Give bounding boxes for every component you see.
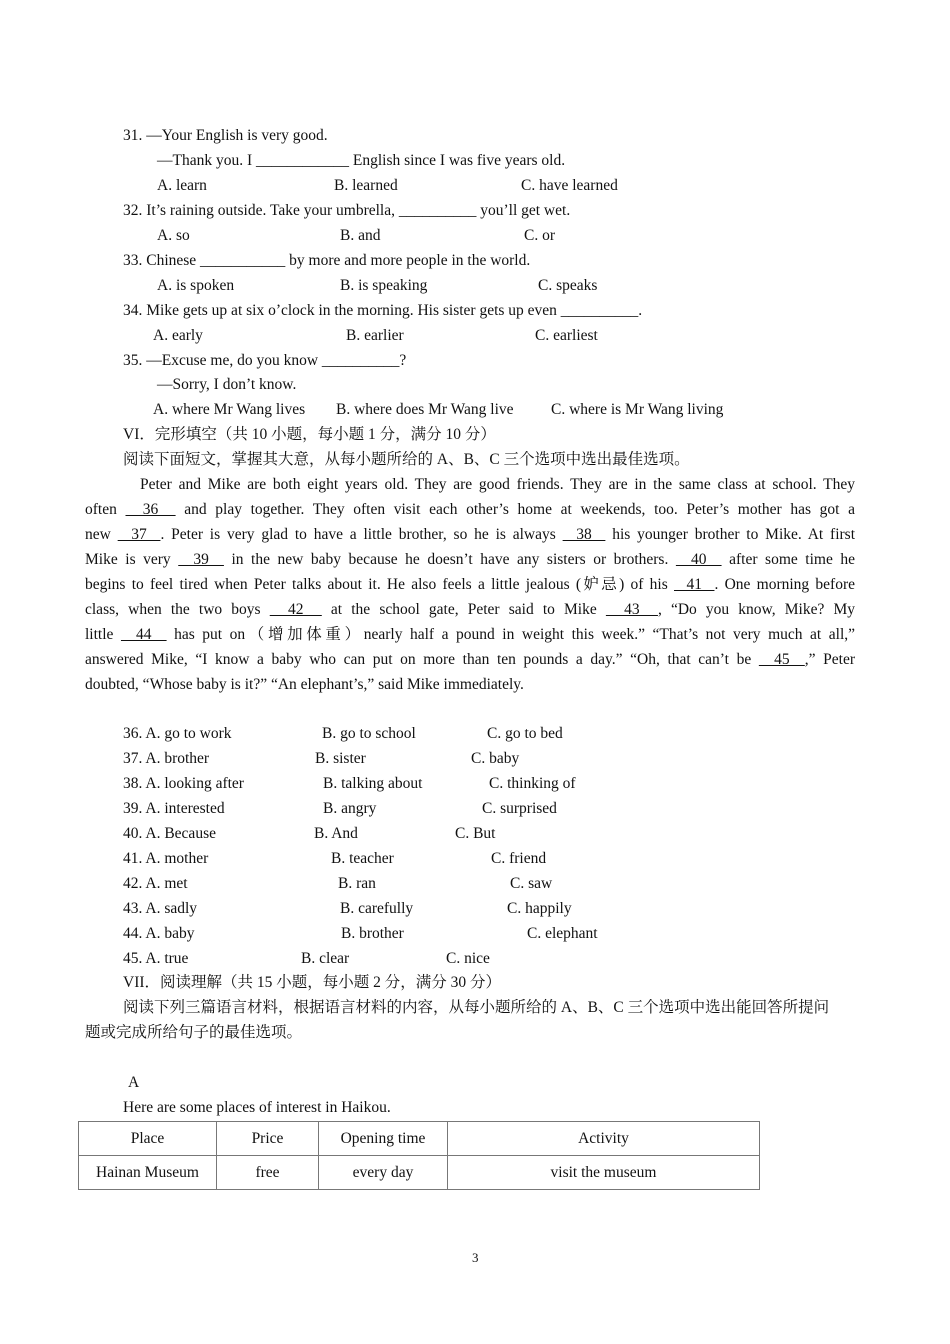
question-33-stem: 33. Chinese ___________ by more and more people in the world. (123, 252, 531, 269)
section-7-instruction: 阅读下列三篇语言材料，根据语言材料的内容，从每小题所给的 A、B、C 三个选项中选出能回答所提问 (123, 999, 830, 1016)
places-table (78, 1121, 760, 1190)
option-b: B. learned (334, 177, 398, 194)
passage-line (85, 500, 855, 520)
section-6-heading: VI．完形填空（共 10 小题，每小题 1 分，满分 10 分） (123, 426, 496, 443)
option-a: A. where Mr Wang lives (153, 401, 306, 418)
cloze-45-c: C. nice (446, 950, 490, 967)
option-c: C. earliest (535, 327, 598, 344)
cloze-40-c: C. But (455, 825, 496, 842)
text: in the new baby because he doesn’t have any sisters or brothers. (223, 551, 676, 568)
text: class, when the two boys (85, 601, 270, 618)
text: little (85, 626, 121, 643)
text: begins to feel tired when Peter talks about it. He also feels a little jealous (妒忌) of his (85, 576, 674, 593)
table-row (79, 1156, 760, 1190)
cloze-37-b: B. sister (315, 750, 366, 767)
question-32-stem: 32. It’s raining outside. Take your umbrella, __________ you’ll get wet. (123, 202, 571, 219)
question-34-stem: 34. Mike gets up at six o’clock in the morning. His sister gets up even __________. (123, 302, 643, 319)
text: . One morning before (714, 576, 855, 593)
passage-line (85, 575, 855, 595)
option-b: B. is speaking (340, 277, 428, 294)
header-price: Price (217, 1122, 319, 1156)
cloze-38-c: C. thinking of (489, 775, 576, 792)
cloze-43-c: C. happily (507, 900, 572, 917)
option-a: A. is spoken (157, 277, 235, 294)
table-header-row (79, 1122, 760, 1156)
option-b: B. earlier (346, 327, 404, 344)
cloze-40-a: 40. A. Because (123, 825, 216, 842)
blank-42: 42 (269, 601, 322, 618)
header-activity: Activity (448, 1122, 760, 1156)
cloze-44-a: 44. A. baby (123, 925, 195, 942)
cloze-39-b: B. angry (323, 800, 377, 817)
option-b: B. where does Mr Wang live (336, 401, 514, 418)
option-c: C. speaks (538, 277, 598, 294)
cloze-45-b: B. clear (301, 950, 350, 967)
text: has put on（增加体重）nearly half a pound in weight this week.” “That’s not very much at all,” (166, 626, 856, 643)
blank-43: 43 (605, 601, 658, 618)
cell-place: Hainan Museum (79, 1156, 217, 1190)
passage-line (140, 475, 855, 495)
option-c: C. where is Mr Wang living (551, 401, 724, 418)
text: his younger brother to Mike. At first (605, 526, 856, 543)
cloze-42-a: 42. A. met (123, 875, 188, 892)
cloze-36-b: B. go to school (322, 725, 416, 742)
option-a: A. early (153, 327, 203, 344)
text: often (85, 501, 126, 518)
cloze-37-a: 37. A. brother (123, 750, 210, 767)
cloze-39-c: C. surprised (482, 800, 557, 817)
blank-37: 37 (117, 526, 161, 543)
section-7-instruction-cont: 题或完成所给句子的最佳选项。 (85, 1024, 303, 1041)
passage-line (85, 625, 855, 645)
text: . Peter is very glad to have a little brother, so he is always (160, 526, 563, 543)
cloze-36-c: C. go to bed (487, 725, 563, 742)
part-a-label: A (128, 1074, 140, 1091)
cloze-44-b: B. brother (341, 925, 404, 942)
blank-38: 38 (562, 526, 606, 543)
cloze-37-c: C. baby (471, 750, 520, 767)
text: Peter and Mike are both eight years old. They are good friends. They are in the same class at school. They (140, 476, 855, 493)
passage-line (85, 650, 855, 670)
blank-40: 40 (675, 551, 722, 568)
cell-activity: visit the museum (448, 1156, 760, 1190)
cloze-45-a: 45. A. true (123, 950, 189, 967)
text: answered Mike, “I know a baby who can put on more than ten pounds a day.” “Oh, that can’t be (85, 651, 759, 668)
question-35-line2: —Sorry, I don’t know. (157, 376, 297, 393)
text: doubted, “Whose baby is it?” “An elephant’s,” said Mike immediately. (85, 676, 524, 693)
blank-45: 45 (758, 651, 805, 668)
cloze-40-b: B. And (314, 825, 358, 842)
text: ,” Peter (804, 651, 855, 668)
header-opening-time: Opening time (319, 1122, 448, 1156)
cloze-36-a: 36. A. go to work (123, 725, 232, 742)
passage-line (85, 675, 855, 695)
option-b: B. and (340, 227, 381, 244)
cloze-41-b: B. teacher (331, 850, 394, 867)
blank-39: 39 (178, 551, 224, 568)
text: at the school gate, Peter said to Mike (321, 601, 606, 618)
section-7-heading: VII．阅读理解（共 15 小题，每小题 2 分，满分 30 分） (123, 974, 502, 991)
cloze-44-c: C. elephant (527, 925, 598, 942)
cloze-38-a: 38. A. looking after (123, 775, 244, 792)
question-31-stem: 31. —Your English is very good. (123, 127, 328, 144)
option-c: C. have learned (521, 177, 618, 194)
cloze-42-b: B. ran (338, 875, 376, 892)
cloze-41-c: C. friend (491, 850, 547, 867)
cloze-42-c: C. saw (510, 875, 553, 892)
cloze-41-a: 41. A. mother (123, 850, 209, 867)
option-c: C. or (524, 227, 555, 244)
passage-line (85, 550, 855, 570)
part-a-intro: Here are some places of interest in Haikou. (123, 1099, 391, 1116)
text: after some time he (721, 551, 856, 568)
option-a: A. so (157, 227, 190, 244)
question-35-stem: 35. —Excuse me, do you know __________? (123, 352, 407, 369)
cell-price: free (217, 1156, 319, 1190)
section-6-instruction: 阅读下面短文，掌握其大意，从每小题所给的 A、B、C 三个选项中选出最佳选项。 (123, 451, 690, 468)
header-place: Place (79, 1122, 217, 1156)
option-a: A. learn (157, 177, 207, 194)
cloze-43-b: B. carefully (340, 900, 414, 917)
cloze-38-b: B. talking about (323, 775, 423, 792)
question-31-line2: —Thank you. I ____________ English since I was five years old. (157, 152, 566, 169)
cloze-43-a: 43. A. sadly (123, 900, 198, 917)
text: new (85, 526, 118, 543)
cloze-39-a: 39. A. interested (123, 800, 225, 817)
blank-44: 44 (120, 626, 167, 643)
cell-opening-time: every day (319, 1156, 448, 1190)
text: Mike is very (85, 551, 179, 568)
text: and play together. They often visit each other’s home at weekends, too. Peter’s mother has got a (175, 501, 855, 518)
passage-line (85, 525, 855, 545)
passage-line (85, 600, 855, 620)
page-number: 3 (472, 1250, 479, 1265)
blank-36: 36 (125, 501, 176, 518)
blank-41: 41 (674, 576, 715, 593)
text: , “Do you know, Mike? My (657, 601, 856, 618)
